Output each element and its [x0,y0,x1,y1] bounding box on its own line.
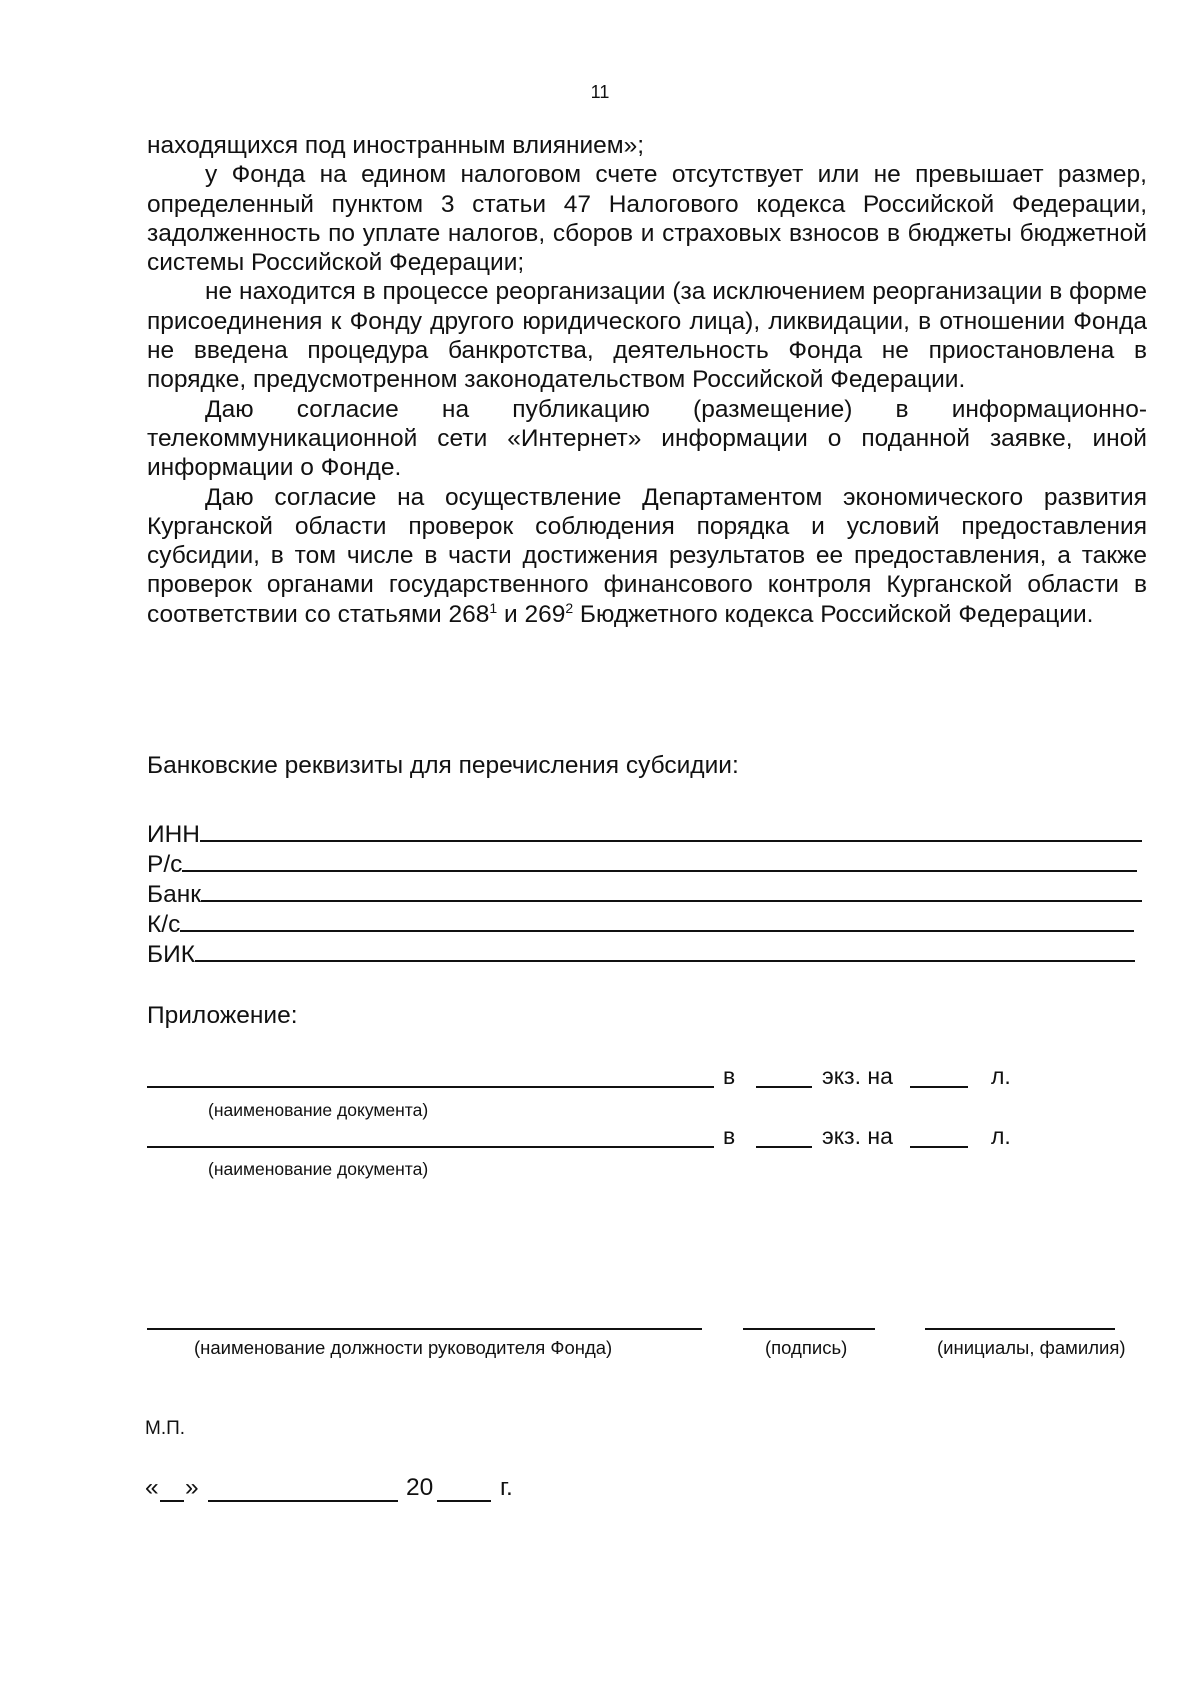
director-name-line[interactable] [925,1328,1115,1330]
copies-label-2: экз. на [822,1123,893,1149]
year-line[interactable] [437,1500,491,1502]
bank-field[interactable] [147,878,1142,908]
document-name-caption-2: (наименование документа) [208,1159,429,1179]
document-name-line-2[interactable] [147,1146,714,1148]
day-line[interactable] [160,1500,184,1502]
bank-label: Банк [147,881,201,908]
signature-line[interactable] [743,1328,875,1330]
corr-account-label: К/с [147,911,181,938]
month-line[interactable] [208,1500,398,1502]
sheets-label-2: л. [991,1123,1011,1149]
sheets-count-line-1[interactable] [910,1086,968,1088]
in-label-1: в [723,1063,736,1089]
director-position-line[interactable] [147,1328,702,1330]
bank-blank-line[interactable] [201,878,1142,902]
corr-account-field[interactable] [147,908,1134,938]
stamp-place-label: М.П. [145,1418,186,1439]
sheets-label-1: л. [991,1063,1011,1089]
bik-field[interactable] [147,938,1135,968]
copies-count-line-2[interactable] [756,1146,812,1148]
director-name-caption: (инициалы, фамилия) [937,1337,1126,1358]
document-name-line-1[interactable] [147,1086,714,1088]
date-open-quote: « [145,1474,159,1501]
director-position-caption: (наименование должности руководителя Фонда) [194,1337,613,1358]
account-blank-line[interactable] [182,848,1137,872]
year-suffix: г. [500,1474,513,1501]
in-label-2: в [723,1123,736,1149]
copies-count-line-1[interactable] [756,1086,812,1088]
audit-consent-text-b: и 269 [497,600,566,628]
year-prefix: 20 [406,1474,434,1501]
document-name-caption-1: (наименование документа) [208,1100,429,1120]
paragraph-foreign-influence: находящихся под иностранным влиянием»; [147,132,645,159]
paragraph-reorganization: не находится в процессе реорганизации (за исключением реорганизации в форме присоединения к Фонду другого юридического лица), ликвидации, в отношении Фонда не введена процедура банкротства, деятельность Фонда не приостановлена в порядке, предусмотренном законодательством Российской Федерации. [147,278,1147,394]
paragraph-audit-consent [147,483,1147,629]
inn-field[interactable] [147,818,1142,848]
attachment-heading: Приложение: [147,1002,298,1029]
audit-consent-text-c: Бюджетного кодекса Российской Федерации. [573,600,1094,628]
signature-caption: (подпись) [765,1337,848,1358]
account-label: Р/с [147,851,183,878]
inn-label: ИНН [147,821,200,848]
audit-consent-text-a: Даю согласие на осуществление Департаментом экономического развития Курганской области проверок соблюдения порядка и условий предоставления субсидии, в том числе в части достижения результатов ее предоставления, а также проверок органами государственного финансового контроля Курганской области в соответствии со статьями 268 [147,483,1147,628]
paragraph-tax-debt: у Фонда на едином налоговом счете отсутствует или не превышает размер, определенный пунктом 3 статьи 47 Налогового кодекса Российской Федерации, задолженность по уплате налогов, сборов и страховых взносов в бюджеты бюджетной системы Российской Федерации; [147,161,1147,277]
inn-blank-line[interactable] [200,818,1142,842]
bik-blank-line[interactable] [195,938,1135,962]
body-text [147,131,1147,629]
bank-details-heading: Банковские реквизиты для перечисления субсидии: [147,752,739,779]
bik-label: БИК [147,941,195,968]
corr-account-blank-line[interactable] [180,908,1134,932]
footnote-mark-1: 1 [489,599,498,616]
account-field[interactable] [147,848,1137,878]
date-close-quote: » [185,1474,199,1501]
sheets-count-line-2[interactable] [910,1146,968,1148]
copies-label-1: экз. на [822,1063,893,1089]
page-number: 11 [590,82,610,102]
footnote-mark-2: 2 [565,599,574,616]
paragraph-publication-consent: Даю согласие на публикацию (размещение) в информационно-телекоммуникационной сети «Интернет» информации о поданной заявке, иной информации о Фонде. [147,395,1147,482]
